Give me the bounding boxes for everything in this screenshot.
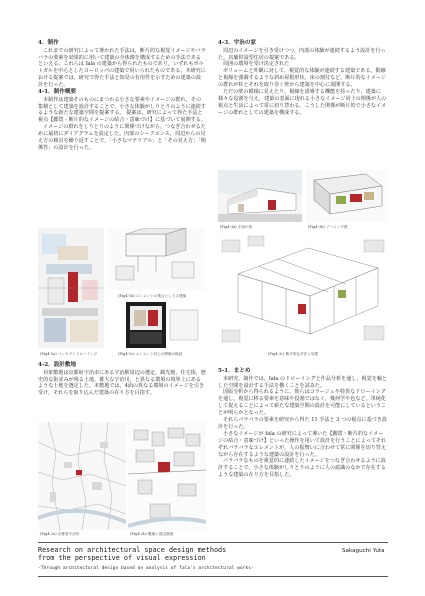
uji-city-map-figure (38, 422, 126, 530)
left-column-text (38, 40, 206, 152)
uji-house-figure (218, 170, 302, 222)
fig-4-3b-caption: (Fig4-3b) ゾーニング図 (308, 225, 348, 229)
section-4-3-paragraph-4: ただの壁の模様に見えたり，視線を誘導する機能を持ったり，建築に様々な役割を与え，建築の表面に現れる小さなイメージ同士の関係が人の視点と生活によって常に切り替わる。こうした関係が断片的で小さなイメージの群れとしての建築を構成する。 (218, 89, 387, 116)
section-4-1-paragraph-2: イメージの群れをしりとりのように関係づけながら，つなぎ合わせるために最初にダイアグラムを設定した。内部のシークエンス，周辺からの見え方の検討を繰り返すことで，「小さなマテリアル」と「その見え方」「関係性」の設計を行った。 (38, 124, 206, 151)
fig-4-2a-caption: (Fig4-2a) 京都府宇治市 (40, 532, 80, 536)
section-4-2-heading: 4-2．設計敷地 (38, 362, 77, 368)
section-4-3-heading: 4-3．宇治の家 (218, 40, 257, 46)
site-surroundings-figure (128, 422, 206, 530)
fig-4-2b-caption: (Fig4-2b) 敷地と周辺環境 (130, 532, 174, 536)
section-5-1-paragraph-2: 国版分析から得られるように，彼らはコラージュや特異なドローイングを通し，視覚に移る要素を意味や役割ではなく，幾何学や色など，単純化して捉えることによって新たな建築空間の設計を可能にしているということが明らかとなった。 (218, 389, 387, 417)
section-4-2-paragraph: 対象敷地は京都府宇治市にある宇治駅周辺の選定，観光地，住宅街，歴史的な街並みが残る土地。雄大な宇治川，と異なる環境の境界上にあるような土地を選定した。本敷地では，4面の異なる環境のイメージを引き受け，それらを取り込んだ建築の在り方を目指す。 (38, 369, 207, 397)
section-4-1-heading: 4-1．制作概要 (38, 89, 77, 96)
section-5-1-heading: 5-1．まとめ (218, 368, 251, 374)
english-subtitle: -Through architectural design based on analysis of fala's architectural works- (38, 566, 254, 571)
section-4-2 (38, 362, 206, 397)
fig-4-3a-caption: (Fig4-3a) 宇治の家 (220, 225, 253, 229)
fig-4-1c-caption: (Fig4-1c) エレメント同士の関係の検討 (118, 352, 183, 356)
fig-4-1a-caption: (Fig4-1a) コンセプトドローイング (40, 352, 98, 356)
fig-4-3c-caption: (Fig4-3c) 断片的な手法と効果 (268, 352, 319, 356)
section-4-1-paragraph-1: 本制作は建築そのものにまつわる小さな要素やイメージの群れ，その集積として建築を設計することで，小さな体験がしりとりのように連続するような新たな建築空間を提案する。 提案は，研究によって得た手法と視点【鑑賞・断片的なイメージの結合・意味づけ】に基づいて展開する。 (38, 96, 206, 124)
author-name: Sakaguchi Yuta (342, 548, 385, 554)
bottom-rule (38, 576, 388, 577)
english-title-line-2: from the perspective of visual expression (38, 554, 206, 563)
concept-drawing-figure (38, 228, 104, 348)
section-5-1-paragraph-4: 小さなイメージが fala の研究によって導いた【鑑賞・断片的なイメージの結合・意味づけ】といった操作を用いて設計を行うことによってそれぞれバラバラなエレメントが，人の振舞いに合わせて常に関係を切り替えながら存在するような建築の設計を行った。 (218, 430, 387, 458)
section-4-3 (218, 40, 388, 117)
section-5-1-paragraph-3: それらバラバラの要素を研究から得た 11 手法と 3 つの視点に基づき設計を行った。 (218, 417, 387, 430)
section-4-3-paragraph-2: 周囲の環境を受け決定された (223, 61, 290, 68)
section-5-1-paragraph-1: 本研究，制作では，fala のドローイングと作品分析を通し，視覚を軸とした空間を設計する手法を構くことを試みた。 (218, 375, 388, 389)
english-title-line-1: Research on architectural space design methods (38, 546, 227, 554)
section-4-3-paragraph-1: 周辺のイメージを引き受けつつ，内部の体験が連続するよう設計を行った。店舗併設型住居の提案である。 (218, 47, 386, 61)
section-4-3-paragraph-3: ボリュームと外観に対して，視覚的な体験が連続する建築である。動線と視線を強調するような斜め屋根形状，床の割付など，断片的なイメージの群れが柱とそれを取り巻く壁から建築を中心に展開する。 (218, 68, 386, 89)
section-5-1-paragraph-5: バラバラなものを視覚的に連続したイメージをつなぎ合わせるように設計することで，小さな体験がしりとりのように人の認識のなかで存在するような建築の在り方を目指した。 (218, 458, 386, 479)
zoning-diagram-figure (306, 170, 388, 222)
fragment-methods-figure (218, 234, 388, 350)
fig-4-1b-caption: (Fig4-1b) エレメントの集合としての建築 (118, 294, 187, 298)
section-4-heading: 4．制作 (38, 40, 59, 46)
elements-collection-figure (108, 228, 204, 290)
element-relations-figure (108, 300, 204, 350)
section-5-1 (218, 368, 388, 479)
english-title (38, 546, 226, 562)
footer-rule (38, 542, 388, 543)
section-4-paragraph: これまでの研究によって導かれた手法は，断片的な視覚イメージやバラバラの要素を効果的に用いて建築の全体像を構成するための手法であるといえる。これらは fala の建築から得られたものであり，いずれもポルトガルを中心としたヨーロッパの建築で用いられたものである。本研究における提案では，研究で得た手法と知見の有用性を示すための建築の設計を行った。 (38, 47, 206, 89)
